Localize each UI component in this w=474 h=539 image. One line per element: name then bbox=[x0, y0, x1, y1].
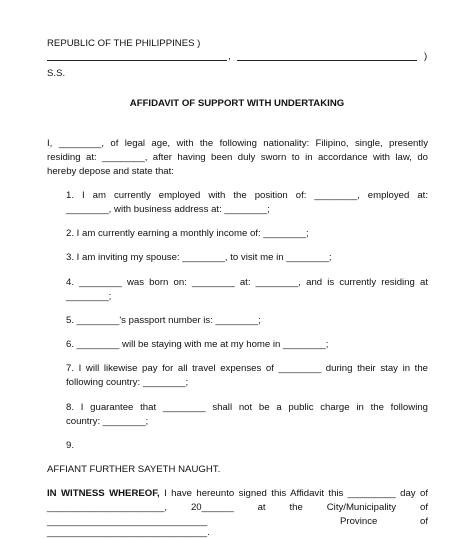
republic-label: REPUBLIC OF THE PHILIPPINES ) bbox=[47, 38, 201, 49]
item-7-line-1: 7. I will likewise pay for all travel expenses of ________ during their stay in the bbox=[66, 363, 428, 374]
witness-line-3-province: Province of bbox=[340, 516, 428, 527]
witness-line-1 bbox=[47, 488, 428, 499]
intro-line-1: I, ________, of legal age, with the following nationality: Filipino, single, presently bbox=[47, 138, 428, 149]
document-title: AFFIDAVIT OF SUPPORT WITH UNDERTAKING bbox=[129, 98, 345, 109]
item-2: 2. I am currently earning a monthly income of: ________; bbox=[66, 228, 309, 239]
affiant-naught: AFFIANT FURTHER SAYETH NAUGHT. bbox=[47, 464, 221, 475]
witness-line-3-blank: ______________________________ bbox=[47, 516, 208, 527]
venue-paren: ) bbox=[424, 51, 428, 62]
venue-comma: , bbox=[228, 51, 231, 62]
intro-line-3: hereby depose and state that: bbox=[47, 166, 174, 177]
ss-label: S.S. bbox=[47, 68, 66, 79]
witness-line-2: ______________________, 20______ at the City/Municipality of bbox=[47, 502, 428, 513]
item-6: 6. ________ will be staying with me at my home in ________; bbox=[66, 339, 329, 350]
venue-blank-left bbox=[47, 60, 227, 61]
item-4-line-2: ________; bbox=[66, 291, 112, 302]
venue-blank-right bbox=[237, 60, 417, 61]
item-5: 5. ________'s passport number is: ________; bbox=[66, 315, 261, 326]
item-1-line-2: ________, with business address at: ________; bbox=[66, 204, 270, 215]
item-1-line-1: 1. I am currently employed with the position of: ________, employed at: bbox=[66, 190, 428, 201]
item-4-line-1: 4. ________ was born on: ________ at: ________, and is currently residing at bbox=[66, 277, 428, 288]
witness-line-4: ______________________________. bbox=[47, 527, 210, 538]
item-9: 9. bbox=[66, 440, 75, 451]
item-3: 3. I am inviting my spouse: ________, to visit me in ________; bbox=[66, 252, 332, 263]
item-8-line-1: 8. I guarantee that ________ shall not be a public charge in the following bbox=[66, 402, 428, 413]
witness-text: I have hereunto signed this Affidavit this _________ day of bbox=[159, 488, 428, 499]
intro-line-2: residing at: ________, after having been duly sworn to in accordance with law, do bbox=[47, 152, 428, 163]
witness-heading: IN WITNESS WHEREOF, bbox=[47, 488, 160, 499]
item-8-line-2: country: ________; bbox=[66, 416, 149, 427]
item-7-line-2: following country: ________; bbox=[66, 377, 189, 388]
